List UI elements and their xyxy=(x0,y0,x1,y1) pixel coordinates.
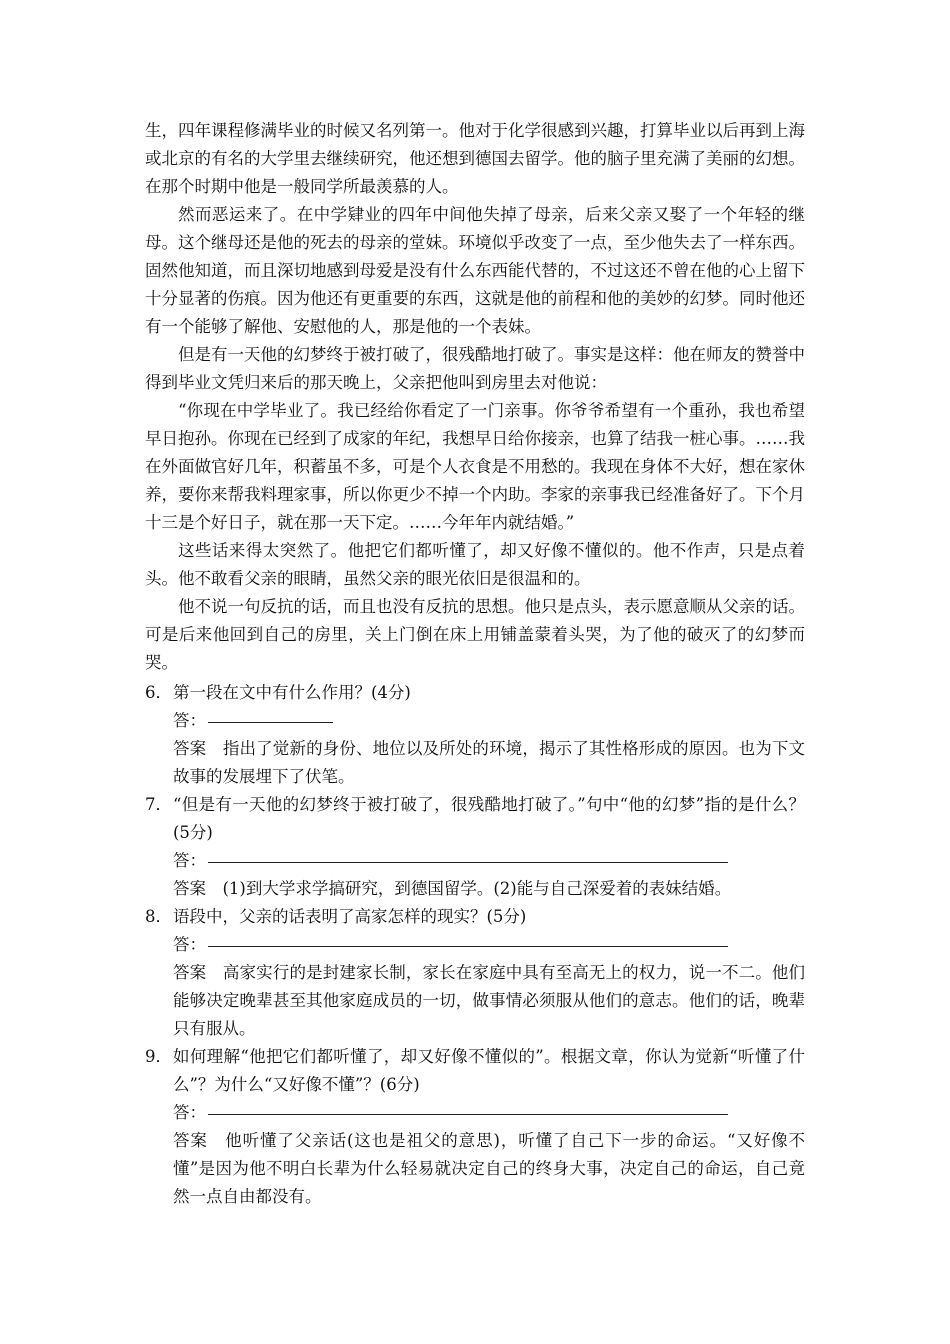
answer-prefix: 答： xyxy=(173,851,206,870)
answer-field-9[interactable] xyxy=(145,1099,805,1127)
passage-paragraph-4: “你现在中学毕业了。我已经给你看定了一门亲事。你爷爷希望有一个重孙，我也希望早日抱孙。你现在已经到了成家的年纪，我想早日给你接亲，也算了结我一桩心事。……我在外面做官好几年，积蓄虽不多，可是个人衣食是不用愁的。我现在身体不大好，想在家休养，要你来帮我料理家事，所以你更少不掉一个内助。李家的亲事我已经准备好了。下个月十三是个好日子，就在那一天下定。……今年年内就结婚。” xyxy=(145,401,805,532)
question-number: 8． xyxy=(145,907,172,926)
question-number: 7． xyxy=(145,795,172,814)
question-7 xyxy=(145,791,805,847)
passage-paragraph-3: 但是有一天他的幻梦终于被打破了，很残酷地打破了。事实是这样：他在师友的赞誉中得到毕业文凭归来后的那天晚上，父亲把他叫到房里去对他说： xyxy=(145,345,805,392)
answer-blank[interactable] xyxy=(208,721,333,723)
answer-field-8[interactable] xyxy=(145,931,805,959)
answer-field-7[interactable] xyxy=(145,847,805,875)
answer-text-7: 答案 (1)到大学求学搞研究，到德国留学。(2)能与自己深爱着的表妹结婚。 xyxy=(173,879,732,898)
answer-field-6[interactable] xyxy=(145,707,805,735)
answer-prefix: 答： xyxy=(173,711,206,730)
answer-text-6: 答案 指出了觉新的身份、地位以及所处的环境，揭示了其性格形成的原因。也为下文故事的发展埋下了伏笔。 xyxy=(173,739,805,786)
question-8 xyxy=(145,903,805,931)
answer-blank[interactable] xyxy=(208,945,728,947)
passage-paragraph-6: 他不说一句反抗的话，而且也没有反抗的思想。他只是点头，表示愿意顺从父亲的话。可是后来他回到自己的房里，关上门倒在床上用铺盖蒙着头哭，为了他的破灭了的幻梦而哭。 xyxy=(145,597,805,672)
passage-paragraph-1: 生，四年课程修满毕业的时候又名列第一。他对于化学很感到兴趣，打算毕业以后再到上海或北京的有名的大学里去继续研究，他还想到德国去留学。他的脑子里充满了美丽的幻想。在那个时期中他是一般同学所最羡慕的人。 xyxy=(145,121,805,196)
question-6 xyxy=(145,679,805,707)
answer-prefix: 答： xyxy=(173,1103,206,1122)
answer-blank[interactable] xyxy=(208,861,728,863)
passage-paragraph-2: 然而恶运来了。在中学肄业的四年中间他失掉了母亲，后来父亲又娶了一个年轻的继母。这个继母还是他的死去的母亲的堂妹。环境似乎改变了一点，至少他失去了一样东西。固然他知道，而且深切地感到母爱是没有什么东西能代替的，不过这还不曾在他的心上留下十分显著的伤痕。因为他还有更重要的东西，这就是他的前程和他的美妙的幻梦。同时他还有一个能够了解他、安慰他的人，那是他的一个表妹。 xyxy=(145,205,805,336)
document-content xyxy=(145,117,805,677)
question-number: 6． xyxy=(145,683,172,702)
question-number: 9． xyxy=(145,1047,172,1066)
question-text: 第一段在文中有什么作用？(4分) xyxy=(173,683,411,702)
answer-text-9: 答案 他听懂了父亲话(这也是祖父的意思)，听懂了自己下一步的命运。“又好像不懂”是因为他不明白长辈为什么轻易就决定自己的终身大事，决定自己的命运，自己竟然一点自由都没有。 xyxy=(173,1131,805,1206)
question-text: 语段中，父亲的话表明了高家怎样的现实？(5分) xyxy=(173,907,527,926)
questions-section xyxy=(145,679,805,1211)
question-text: “但是有一天他的幻梦终于被打破了，很残酷地打破了。”句中“他的幻梦”指的是什么？(5分) xyxy=(173,795,805,842)
question-9 xyxy=(145,1043,805,1099)
question-text: 如何理解“他把它们都听懂了，却又好像不懂似的”。根据文章，你认为觉新“听懂了什么”？为什么“又好像不懂”？(6分) xyxy=(173,1047,805,1094)
answer-prefix: 答： xyxy=(173,935,206,954)
answer-text-8: 答案 高家实行的是封建家长制，家长在家庭中具有至高无上的权力，说一不二。他们能够决定晚辈甚至其他家庭成员的一切，做事情必须服从他们的意志。他们的话，晚辈只有服从。 xyxy=(173,963,805,1038)
passage-paragraph-5: 这些话来得太突然了。他把它们都听懂了，却又好像不懂似的。他不作声，只是点着头。他不敢看父亲的眼睛，虽然父亲的眼光依旧是很温和的。 xyxy=(145,541,805,588)
answer-blank[interactable] xyxy=(208,1113,728,1115)
